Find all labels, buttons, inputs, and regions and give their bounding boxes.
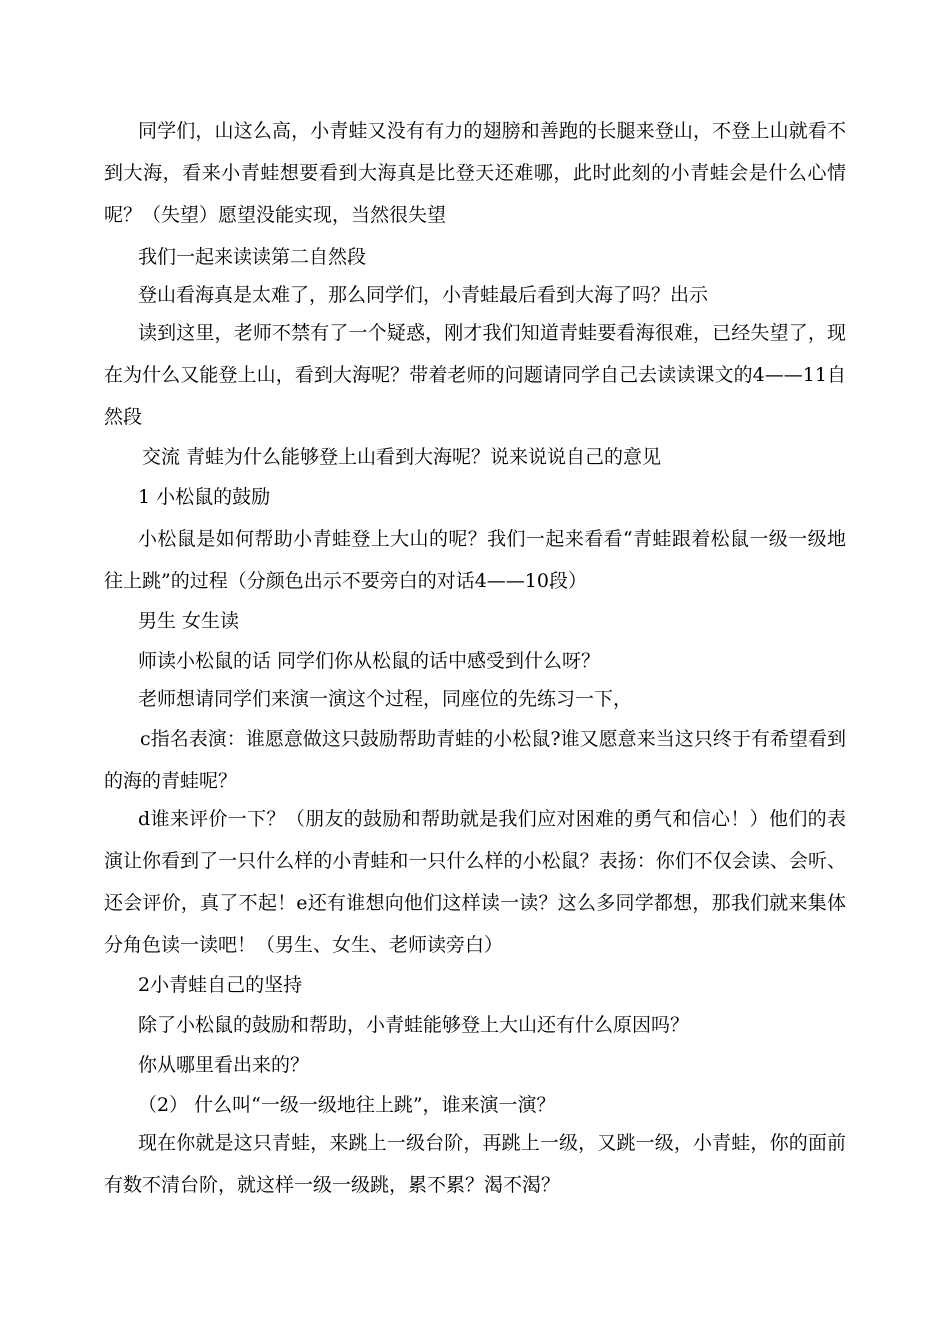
paragraph-15: 你从哪里看出来的？ (138, 1054, 310, 1076)
paragraph-5: 交流 青蛙为什么能够登上山看到大海呢？说来说说自己的意见 (142, 446, 662, 468)
paragraph-2: 我们一起来读读第二自然段 (138, 246, 367, 268)
paragraph-17: 现在你就是这只青蛙，来跳上一级台阶，再跳上一级，又跳一级，小青蛙，你的面前有数不清台阶，就这样一级一级跳，累不累？渴不渴？ (104, 1132, 846, 1196)
paragraph-3: 登山看海真是太难了，那么同学们，小青蛙最后看到大海了吗？出示 (138, 284, 709, 306)
paragraph-4: 读到这里，老师不禁有了一个疑惑，刚才我们知道青蛙要看海很难，已经失望了，现在为什么又能登上山，看到大海呢？带着老师的问题请同学自己去读读课文的4——11自然段 (104, 322, 846, 428)
paragraph-6: 1 小松鼠的鼓励 (138, 486, 271, 508)
paragraph-11: c指名表演：谁愿意做这只鼓励帮助青蛙的小松鼠?谁又愿意来当这只终于有希望看到的海的青蛙呢？ (104, 728, 846, 792)
paragraph-14: 除了小松鼠的鼓励和帮助，小青蛙能够登上大山还有什么原因吗？ (138, 1014, 690, 1036)
paragraph-10: 老师想请同学们来演一演这个过程，同座位的先练习一下， (138, 688, 633, 710)
paragraph-8: 男生 女生读 (138, 610, 240, 632)
paragraph-12: d谁来评价一下？（朋友的鼓励和帮助就是我们应对困难的勇气和信心！）他们的表演让你看到了一只什么样的小青蛙和一只什么样的小松鼠？表扬：你们不仅会读、会听、还会评价，真了不起！e还有谁想向他们这样读一读？这么多同学都想，那我们就来集体分角色读一读吧！（男生、女生、老师读旁白） (104, 808, 846, 956)
paragraph-1: 同学们，山这么高，小青蛙又没有有力的翅膀和善跑的长腿来登山，不登上山就看不到大海，看来小青蛙想要看到大海真是比登天还难哪，此时此刻的小青蛙会是什么心情呢？（失望）愿望没能实现，当然很失望 (104, 120, 846, 226)
paragraph-13: 2小青蛙自己的坚持 (138, 974, 303, 996)
paragraph-7: 小松鼠是如何帮助小青蛙登上大山的呢？我们一起来看看“青蛙跟着松鼠一级一级地往上跳”的过程（分颜色出示不要旁白的对话4——10段） (104, 528, 846, 592)
paragraph-16: （2） 什么叫“一级一级地往上跳”，谁来演一演？ (138, 1094, 556, 1116)
paragraph-9: 师读小松鼠的话 同学们你从松鼠的话中感受到什么呀？ (138, 650, 601, 672)
